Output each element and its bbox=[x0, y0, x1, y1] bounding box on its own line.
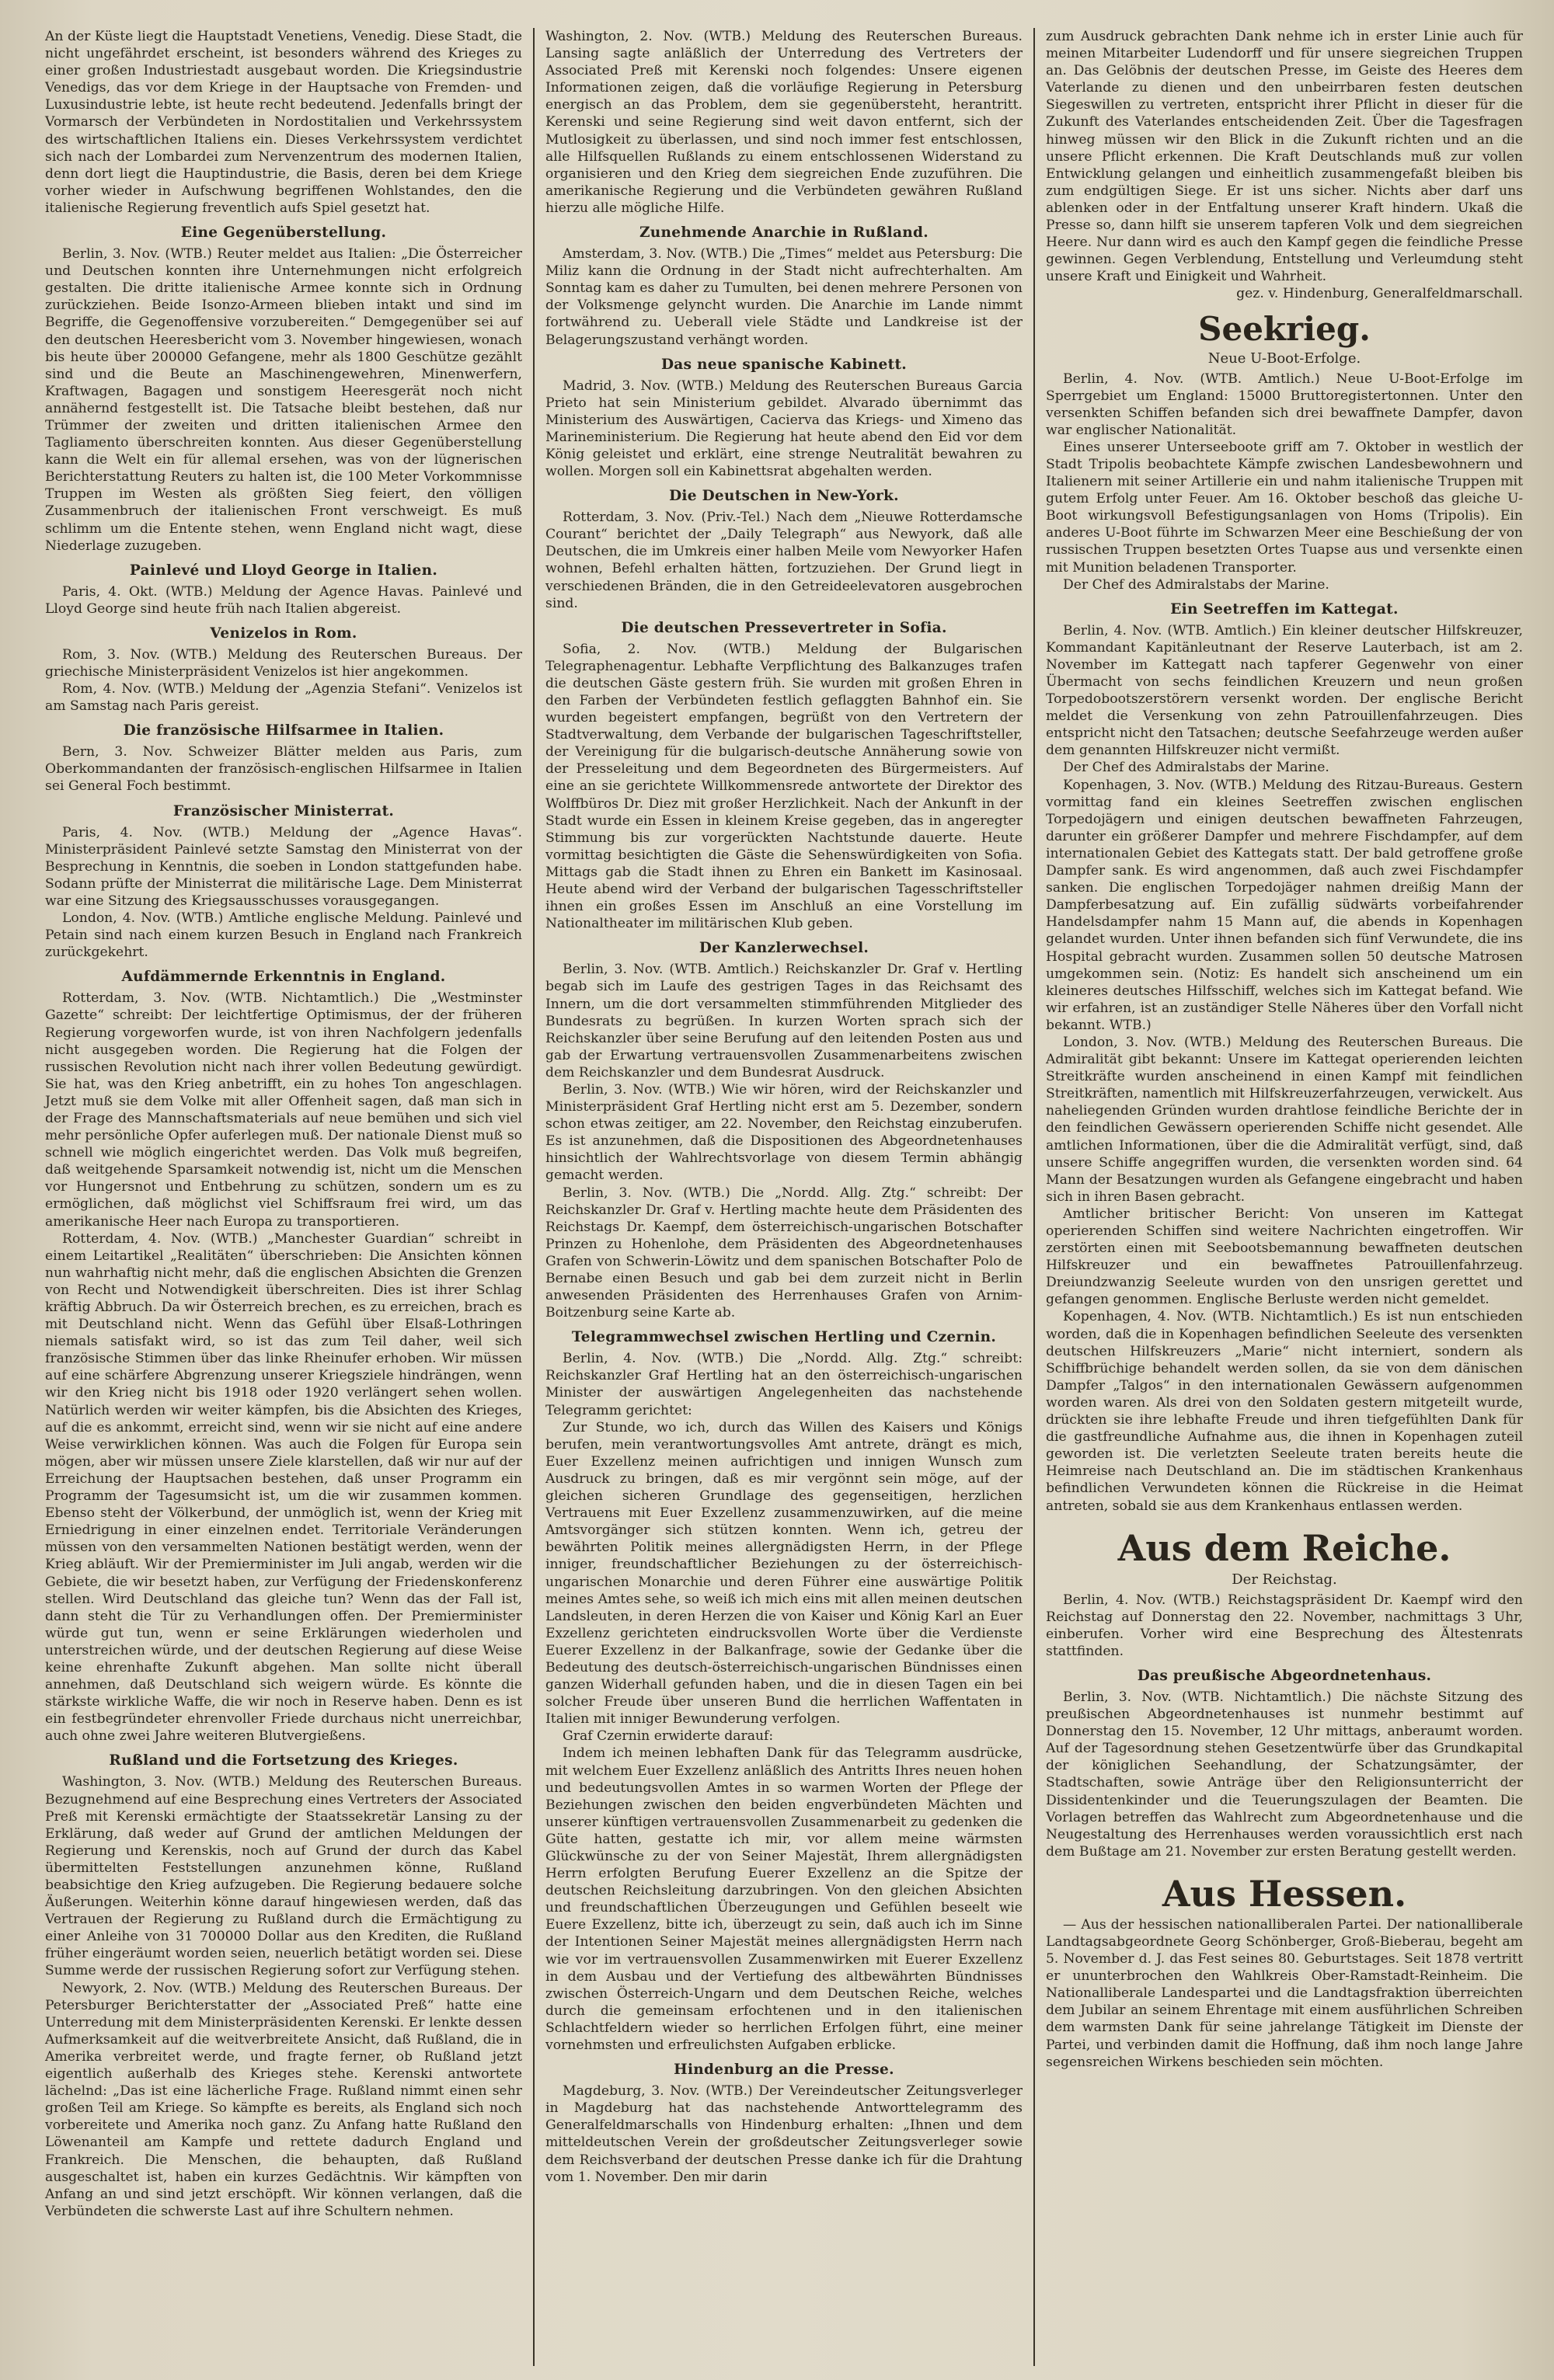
article-heading: Rußland und die Fortsetzung des Krieges. bbox=[109, 1752, 458, 1769]
article-paragraph: zum Ausdruck gebrachten Dank nehme ich in erster Linie auch für meinen Mitarbeiter Ludendorff und für unsere siegreichen Truppen an. Das Gelöbnis der deutschen Presse, im Geiste des Heeres dem Vaterlande zu dienen und den unbeirrbaren festen deutschen Siegeswillen zu vertreten, entspricht ihrer Pflicht in dieser für die Zukunft des Vaterlandes entscheidenden Zeit. Über die Tagesfragen hinweg müssen wir den Blick in die Zukunft richten und an die unsere Pflicht erkennen. Die Kraft Deutschlands muß zur vollen Entwicklung gelangen und einheitlich zusammengefaßt bleiben bis zum endgültigen Siege. Er ist uns sicher. Nichts aber darf uns ablenken oder in der Entfaltung unserer Kraft hindern. Ukaß die Presse so, dann hilft sie unserem tapferen Volk und dem siegreichen Heere. Nur dann wird es auch den Kampf gegen die feindliche Presse gewinnen. Gegen Verblendung, Entstellung und Verleumdung steht unsere Kraft und Einigkeit und Wahrheit. bbox=[1046, 29, 1523, 285]
article-paragraph: Berlin, 3. Nov. (WTB. Nichtamtlich.) Die nächste Sitzung des preußischen Abgeordnetenhauses ist nunmehr bestimmt auf Donnerstag den 15. November, 12 Uhr mittags, anberaumt worden. Auf der Tagesordnung stehen Gesetzentwürfe über das Grundkapital der königlichen Seehandlung, der Schatzungsämter, der Stadtschaften, sowie Anträge über den Religionsunterricht der Dissidentenkinder und die Teuerungszulagen der Beamten. Die Vorlagen betreffen das Wahlrecht zum Abgeordnetenhause und die Neugestaltung des Herrenhauses werden voraussichtlich erst nach dem Bußtage am 21. November zur ersten Beratung gestellt werden. bbox=[1046, 1689, 1523, 1860]
section-title: Aus Hessen. bbox=[1162, 1872, 1407, 1915]
article-paragraph: Berlin, 4. Nov. (WTB. Amtlich.) Neue U-Boot-Erfolge im Sperrgebiet um England: 15000 Bruttoregistertonnen. Unter den versenkten Schiffen befanden sich drei bewaffnete Dampfer, davon war englischer Nationalität. bbox=[1046, 371, 1523, 438]
article-paragraph: Rotterdam, 4. Nov. (WTB.) „Manchester Guardian“ schreibt in einem Leitartikel „Realitäten“ überschrieben: Die Ansichten können nun wahrhaftig nicht mehr, daß die englischen Absichten die Grenzen von Recht und Notwendigkeit überschreiten. Dies ist ihrer Schlag kräftig Abbruch. Da wir Österreich brechen, es zu erreichen, brach es mit Deutschland nicht. Wenn das Gefühl über Elsaß-Lothringen niemals satisfakt wird, so ist das zum Teil daher, weil sich französische Stimmen über das linke Rheinufer erhoben. Wir müssen auf eine schärfere Abgrenzung unserer Kriegsziele hindrängen, wenn wir den Krieg nicht bis 1918 oder 1920 verlängert sehen wollen. Natürlich werden wir weiter kämpfen, bis die Absichten des Krieges, auf die es ankommt, erreicht sind, wenn wir sie nicht auf eine andere Weise verwirklichen können. Was auch die Folgen für Europa sein mögen, aber wir müssen unsere Ziele klarstellen, daß wir nur auf der Erreichung der Hauptsachen bestehen, daß unser Programm ein Programm der Tagesumsicht ist, um die wir zusammen kommen. Ebenso steht der Völkerbund, der unmöglich ist, wenn der Krieg mit Erniedrigung in einer einzelnen endet. Territoriale Veränderungen müssen von den versammelten Nationen bestätigt werden, wenn der Krieg abläuft. Wir der Premierminister im Juli angab, werden wir die Gebiete, die wir besetzt haben, zur Verfügung der Friedenskonferenz stellen. Wird Deutschland das gleiche tun? Wenn das der Fall ist, dann steht die Tür zu Verhandlungen offen. Der Premierminister würde gut tun, wenn er seine Erklärungen wiederholen und unterstreichen würde, und der deutschen Regierung auf diese Weise keine ehrenhafte Zukunft abgehen. Man sollte nicht überall annehmen, daß Deutschland sich weigern würde. Es könnte die stärkste wirkliche Waffe, die wir noch in Reserve haben. Denn es ist ein festbegründeter ehrenvoller Friede durchaus nicht unerreichbar, auch ohne zwei Jahre weiteren Blutvergießens. bbox=[45, 1230, 522, 1745]
article-heading: Painlevé und Lloyd George in Italien. bbox=[129, 562, 438, 579]
article-paragraph: Berlin, 4. Nov. (WTB. Amtlich.) Ein kleiner deutscher Hilfskreuzer, Kommandant Kapitänleutnant der Reserve Lauterbach, ist am 2. November im Kattegatt nach tapferer Gegenwehr von einer Übermacht von sechs feindlichen Kreuzern und neun großen Torpedobootszerstörern versenkt worden. Der englische Bericht meldet die Versenkung von zehn Patrouillenfahrzeugen. Dies entspricht nicht den Tatsachen; deutsche Seefahrzeuge werden außer dem genannten Hilfskreuzer nicht vermißt. bbox=[1046, 622, 1523, 759]
article-heading: Aufdämmernde Erkenntnis in England. bbox=[121, 969, 446, 986]
article-paragraph: Sofia, 2. Nov. (WTB.) Meldung der Bulgarischen Telegraphenagentur. Lebhafte Verpflichtung des Balkanzuges trafen die deutschen Gäste gestern früh. Sie wurden mit großen Ehren in den Farben der Verbündeten festlich geflaggten Bahnhof ein. Sie wurden begeistert empfangen, begrüßt von den Vertretern der Stadtverwaltung, dem Verbande der bulgarischen Tageschriftsteller, der Vereinigung für die bulgarisch-deutsche Annäherung sowie von der Presseleitung und dem Begeordneten des Bürgermeisters. Auf eine an sie gerichtete Willkommensrede antwortete der Direktor des Wolffbüros Dr. Diez mit großer Herzlichkeit. Nach der Ankunft in der Stadt wurde ein Essen in kleinem Kreise gegeben, das in angeregter Stimmung bis zur vorgerückten Nachtstunde dauerte. Heute vormittag besichtigten die Gäste die Sehenswürdigkeiten von Sofia. Mittags gab die Stadt ihnen zu Ehren ein Bankett im Kasinosaal. Heute abend wird der Verband der bulgarischen Tagesschriftsteller ihnen ein großes Essen im Anschluß an eine Vorstellung im Nationaltheater im militärischen Klub geben. bbox=[545, 641, 1023, 932]
article-paragraph: Berlin, 3. Nov. (WTB.) Die „Nordd. Allg. Ztg.“ schreibt: Der Reichskanzler Dr. Graf v. Hertling machte heute dem Präsidenten des Reichstags Dr. Kaempf, dem österreichisch-ungarischen Botschafter Prinzen zu Hohenlohe, dem Präsidenten des Abgeordnetenhauses Grafen von Schwerin-Löwitz und dem spanischen Botschafter Polo de Bernabe einen Besuch und gab bei dem zurzeit nicht in Berlin anwesenden Präsidenten des Herrenhauses Grafen von Arnim-Boitzenburg seine Karte ab. bbox=[545, 1185, 1023, 1321]
article-paragraph: Amtlicher britischer Bericht: Von unseren im Kattegat operierenden Schiffen sind weitere Nachrichten eingetroffen. Wir zerstörten einen mit Seebootsbemannung bewaffneten deutschen Hilfskreuzer und ein bewaffnetes Patrouillenfahrzeug. Dreiundzwanzig Seeleute wurden von den unsrigen gerettet und gefangen genommen. Englische Berluste werden nicht gemeldet. bbox=[1046, 1206, 1523, 1308]
section-title: Aus dem Reiche. bbox=[1117, 1526, 1451, 1569]
article-heading: Der Kanzlerwechsel. bbox=[699, 940, 869, 957]
signature: gez. v. Hindenburg, Generalfeldmarschall. bbox=[1236, 286, 1523, 302]
article-paragraph: London, 3. Nov. (WTB.) Meldung des Reuterschen Bureaus. Die Admiralität gibt bekannt: Unsere im Kattegat operierenden leichten Streitkräfte wurden anscheinend in einen Kampf mit feindlichen Streitkräften, namentlich mit Hilfskreuzerfahrzeugen, verwickelt. Aus naheliegenden Gründen wurden drahtlose feindliche Berichte der in den feindlichen Gewässern operierenden Schiffe nicht gesendet. Alle amtlichen Informationen, über die die Admiralität verfügt, sind, daß unsere Schiffe angegriffen wurden, die versenkten worden sind. 64 Mann der Besatzungen wurden als Gefangene eingebracht und haben sich in ihren Basen gebracht. bbox=[1046, 1034, 1523, 1205]
article-paragraph: Rom, 3. Nov. (WTB.) Meldung des Reuterschen Bureaus. Der griechische Ministerpräsident Venizelos ist hier angekommen. bbox=[45, 646, 522, 680]
article-paragraph: Paris, 4. Okt. (WTB.) Meldung der Agence Havas. Painlevé und Lloyd George sind heute früh nach Italien abgereist. bbox=[45, 583, 522, 617]
article-paragraph: Kopenhagen, 4. Nov. (WTB. Nichtamtlich.) Es ist nun entschieden worden, daß die in Kopenhagen befindlichen Seeleute des versenkten deutschen Hilfskreuzers „Marie“ nicht interniert, sondern als Schiffbrüchige behandelt werden sollen, da sie von dem dänischen Dampfer „Talgos“ in den internationalen Gewässern aufgenommen worden waren. Als drei von den Soldaten gestern mitgeteilt wurde, drückten sie ihre lebhafte Freude und ihren tiefgefühlten Dank für die gastfreundliche Aufnahme aus, die ihnen in Kopenhagen zuteil geworden ist. Die verletzten Seeleute traten bereits heute die Heimreise nach Deutschland an. Die im städtischen Krankenhaus befindlichen Verwundeten können die Rückreise in die Heimat antreten, sobald sie aus dem Krankenhaus entlassen werden. bbox=[1046, 1309, 1523, 1514]
article-paragraph: Berlin, 4. Nov. (WTB.) Reichstagspräsident Dr. Kaempf wird den Reichstag auf Donnerstag den 22. November, nachmittags 3 Uhr, einberufen. Vorher wird eine Besprechung des Ältestenrats stattfinden. bbox=[1046, 1592, 1523, 1659]
article-paragraph: Kopenhagen, 3. Nov. (WTB.) Meldung des Ritzau-Bureaus. Gestern vormittag fand ein kleines Seetreffen zwischen englischen Torpedojägern und einigen deutschen bewaffneten Fahrzeugen, darunter ein größerer Dampfer und mehrere Fischdampfer, auf dem internationalen Gebiet des Kattegats statt. Der bald getroffene große Dampfer sank. Es wird angenommen, daß auch zwei Fischdampfer sanken. Die englischen Torpedojäger nahmen dreißig Mann der Dampferbesatzung auf. Ein zufällig südwärts vorbeifahrender Handelsdampfer nahm 15 Mann auf, die abends in Kopenhagen gelandet wurden. Unter ihnen befanden sich fünf Verwundete, die ins Hospital gebracht wurden. Zusammen sollen 50 deutsche Matrosen umgekommen sein. (Notiz: Es handelt sich anscheinend um ein kleineres deutsches Hilfsschiff, welches sich im Kattegat befand. Wie wir erfahren, ist an zuständiger Stelle Näheres über den Vorfall nicht bekannt. WTB.) bbox=[1046, 777, 1523, 1033]
article-paragraph: Washington, 3. Nov. (WTB.) Meldung des Reuterschen Bureaus. Bezugnehmend auf eine Besprechung eines Vertreters der Associated Preß mit Kerenski ermächtigte der Staatssekretär Lansing zu der Erklärung, daß weder auf Grund der amtlichen Meldungen der Regierung und Kerenskis, noch auf Grund der durch das Kabel übermittelten Feststellungen anzunehmen könne, Rußland beabsichtige den Krieg aufzugeben. Die Regierung bedauere solche Äußerungen. Weiterhin könne darauf hingewiesen werden, daß das Vertrauen der Regierung zu Rußland durch die Ermächtigung zu einer Anleihe von 31 700000 Dollar aus den Krediten, die Rußland früher eingeräumt worden seien, neuerlich betätigt worden sei. Diese Summe werde der russischen Regierung sofort zur Verfügung stehen. bbox=[45, 1774, 522, 1979]
article-paragraph: Magdeburg, 3. Nov. (WTB.) Der Vereindeutscher Zeitungsverleger in Magdeburg hat das nachstehende Antworttelegramm des Generalfeldmarschalls von Hindenburg erhalten: „Ihnen und dem mitteldeutschen Verein der großdeutscher Zeitungsverleger sowie dem Reichsverband der deutschen Presse danke ich für die Drahtung vom 1. November. Den mir darin bbox=[545, 2083, 1023, 2185]
sub-heading: Der Reichstag. bbox=[1232, 1571, 1337, 1588]
article-paragraph: Bern, 3. Nov. Schweizer Blätter melden aus Paris, zum Oberkommandanten der französisch-englischen Hilfsarmee in Italien sei General Foch bestimmt. bbox=[45, 744, 522, 795]
article-heading: Das neue spanische Kabinett. bbox=[660, 356, 908, 373]
article-heading: Zunehmende Anarchie in Rußland. bbox=[639, 224, 929, 242]
article-heading: Die französische Hilfsarmee in Italien. bbox=[123, 722, 444, 739]
article-heading: Hindenburg an die Presse. bbox=[674, 2062, 894, 2079]
article-paragraph: — Aus der hessischen nationalliberalen Partei. Der nationalliberale Landtagsabgeordnete Georg Schönberger, Groß-Bieberau, begeht am 5. November d. J. das Fest seines 80. Geburtstages. Seit 1878 vertritt er ununterbrochen den Wahlkreis Ober-Ramstadt-Reinheim. Die Nationalliberale Landespartei und die Landtagsfraktion überreichten dem Jubilar an seinem Ehrentage mit einem ausführlichen Schreiben dem warmsten Dank für seine jahrelange Tätigkeit im Dienste der Partei, und verbinden damit die Hoffnung, daß ihm noch lange Jahre segensreichen Wirkens beschieden sein möchten. bbox=[1046, 1916, 1523, 2070]
article-paragraph: Rom, 4. Nov. (WTB.) Meldung der „Agenzia Stefani“. Venizelos ist am Samstag nach Paris gereist. bbox=[45, 681, 522, 715]
article-heading: Französischer Ministerrat. bbox=[172, 802, 395, 819]
article-heading: Die deutschen Pressevertreter in Sofia. bbox=[621, 619, 947, 636]
article-paragraph: An der Küste liegt die Hauptstadt Venetiens, Venedig. Diese Stadt, die nicht ungefährdet erscheint, ist besonders während des Krieges zu einer großen Industriestadt ausgebaut worden. Die Kriegsindustrie Venedigs, das vor dem Kriege in der Hauptsache von Fremden- und Luxusindustrie lebte, ist heute recht bedeutend. Jedenfalls bringt der Vormarsch der Verbündeten in Nordostitalien und Verkehrssystem des wirtschaftlichen Italiens ein. Dieses Verkehrssystem verdichtet sich nach der Lombardei zum Nervenzentrum des modernen Italien, denn dort liegt die Hauptindustrie, die Basis, deren bei dem Kriege vorher wieder in Aufschwung begriffenen Wohlstandes, den die italienische Regierung freventlich aufs Spiel gesetzt hat. bbox=[45, 29, 522, 216]
article-paragraph: Der Chef des Admiralstabs der Marine. bbox=[1063, 576, 1329, 593]
article-paragraph: Rotterdam, 3. Nov. (Priv.-Tel.) Nach dem „Nieuwe Rotterdamsche Courant“ berichtet der „Daily Telegraph“ aus Newyork, daß alle Deutschen, die im Umkreis einer halben Meile vom Newyorker Hafen wohnen, Befehl erhalten hätten, fortzuziehen. Der Grund liegt in verschiedenen Bränden, die in den Getreideelevatoren ausgebrochen sind. bbox=[545, 510, 1023, 611]
article-paragraph: Zur Stunde, wo ich, durch das Willen des Kaisers und Königs berufen, mein verantwortungsvolles Amt antrete, drängt es mich, Euer Exzellenz meinen aufrichtigen und innigen Wunsch zum Ausdruck zu bringen, daß es mir vergönnt sein möge, auf der gleichen sicheren Grundlage des gegenseitigen, herzlichen Vertrauens mit Euer Exzellenz zusammenzuwirken, auf die meine Amtsvorgänger sich stützen konnten. Wenn ich, getreu der bewährten Politik meines allergnädigsten Herrn, in der Pflege inniger, freundschaftlicher Beziehungen zu der österreichisch-ungarischen Monarchie und deren Führer eine auswärtige Politik meines Amtes sehe, so weiß ich mich eins mit allen meinen deutschen Landsleuten, in deren Herzen die von Kaiser und König Karl an Euer Exzellenz gerichteten eindrucksvollen Worte über die Verdienste Euerer Exzellenz in der Balkanfrage, sowie der Gedanke über die Bedeutung des deutsch-österreichisch-ungarischen Bündnisses einen ganzen Widerhall gefunden haben, und die in diesen Tagen ein bei solcher Freude über unseren Bund die herrlichen Waffentaten in Italien mit inniger Bewunderung verfolgen. bbox=[545, 1419, 1023, 1728]
article-paragraph: Amsterdam, 3. Nov. (WTB.) Die „Times“ meldet aus Petersburg: Die Miliz kann die Ordnung in der Stadt nicht aufrechterhalten. Am Sonntag kam es daher zu Tumulten, bei denen mehrere Personen von der Volksmenge gelyncht wurden. Die Anarchie im Lande nimmt fortwährend zu. Ueberall viele Städte und Landkreise ist der Belagerungszustand verhängt worden. bbox=[545, 246, 1023, 348]
article-heading: Das preußische Abgeordnetenhaus. bbox=[1137, 1667, 1432, 1684]
sub-heading: Neue U-Boot-Erfolge. bbox=[1207, 350, 1361, 367]
article-paragraph: Eines unserer Unterseeboote griff am 7. Oktober in westlich der Stadt Tripolis beobachtete Kämpfe zwischen Landesbewohnern und Italienern mit seiner Artillerie ein und nahm italienische Truppen mit gutem Erfolg unter Feuer. Am 16. Oktober beschoß das gleiche U-Boot wirkungsvoll Befestigungsanlagen von Homs (Tripolis). Ein anderes U-Boot führte im Schwarzen Meer eine Beschießung der von russischen Truppen besetzten Ortes Tuapse aus und versenkte einen mit Munition beladenen Transporter. bbox=[1046, 439, 1523, 576]
article-paragraph: Berlin, 4. Nov. (WTB.) Die „Nordd. Allg. Ztg.“ schreibt: Reichskanzler Graf Hertling hat an den österreichisch-ungarischen Minister der auswärtigen Angelegenheiten das nachstehende Telegramm gerichtet: bbox=[545, 1351, 1023, 1418]
article-heading: Telegrammwechsel zwischen Hertling und Czernin. bbox=[571, 1329, 997, 1346]
article-paragraph: Der Chef des Admiralstabs der Marine. bbox=[1063, 760, 1329, 776]
article-paragraph: Indem ich meinen lebhaften Dank für das Telegramm ausdrücke, mit welchem Euer Exzellenz anläßlich des Antritts Ihres neuen hohen und bedeutungsvollen Amtes in so warmen Worten der Pflege der Beziehungen zwischen den beiden engverbündeten Mächten und unserer künftigen vertrauensvollen Zusammenarbeit zu gedenken die Güte hatten, gestatte ich mir, vor allem meine wärmsten Glückwünsche zu der von Seiner Majestät, Ihrem allergnädigsten Herrn erfolgten Berufung Euerer Exzellenz an die Spitze der deutschen Reichsleitung darzubringen. Von den gleichen Absichten und freundschaftlichen Überzeugungen und Gefühlen beseelt wie Euere Exzellenz, bitte ich, überzeugt zu sein, daß auch ich im Sinne der Intentionen Seiner Majestät meines allergnädigsten Herrn nach wie vor im vertrauensvollen Zusammenwirken mit Euerer Exzellenz in dem Ausbau und der Vertiefung des altbewährten Bündnisses zwischen Österreich-Ungarn und dem Deutschen Reiche, welches durch die gemeinsam erfochtenen und in den italienischen Schlachtfeldern wieder so herrlichen Erfolgen führt, eine meiner vornehmsten und erfreulichsten Aufgaben erblicke. bbox=[545, 1745, 1023, 2054]
article-paragraph: Berlin, 3. Nov. (WTB.) Reuter meldet aus Italien: „Die Österreicher und Deutschen konnten ihre Unternehmungen nicht erfolgreich gestalten. Die dritte italienische Armee konnte sich in Ordnung zurückziehen. Beide Isonzo-Armeen blieben intakt und sind im Begriffe, die Gegenoffensive vorzubereiten.“ Demgegenüber sei auf den deutschen Heeresbericht vom 3. November hingewiesen, wonach bis heute über 200000 Gefangene, mehr als 1800 Geschütze gezählt sind und die Beute an Maschinengewehren, Minenwerfern, Kraftwagen, Bagagen und sonstigem Heeresgerät noch nicht annähernd festgestellt ist. Die Tatsache bleibt bestehen, daß nur Trümmer der zweiten und dritten italienischen Armee den Tagliamento überschreiten konnten. Aus dieser Gegenüberstellung kann die Welt ein für allemal ersehen, was von der lügnerischen Berichterstattung Reuters zu halten ist, die 100 Meter Vorkommnisse Truppen im Westen als größten Sieg feiert, den völligen Zusammenbruch der italienischen Front verschweigt. Es muß schlimm um die Entente stehen, wenn England nicht wagt, diese Niederlage zuzugeben. bbox=[45, 246, 522, 554]
columns bbox=[34, 28, 1534, 2366]
article-paragraph: Newyork, 2. Nov. (WTB.) Meldung des Reuterschen Bureaus. Der Petersburger Berichterstatter der „Associated Preß“ hatte eine Unterredung mit dem Ministerpräsidenten Kerenski. Er lenkte dessen Aufmerksamkeit auf die weitverbreitete Ansicht, daß Rußland, die in Amerika verbreitet werde, und fragte ferner, ob Rußland jetzt eigentlich außerhalb des Krieges stehe. Kerenski antwortete lächelnd: „Das ist eine lächerliche Frage. Rußland nimmt einen sehr großen Teil am Kriege. So kämpfte es bereits, als England sich noch vorbereitete und Amerika noch ganz. Zu Anfang hatte Rußland den Löwenanteil am Kampfe und rettete dadurch England und Frankreich. Die Menschen, die behaupten, daß Rußland ausgeschaltet ist, haben ein kurzes Gedächtnis. Wir kämpften von Anfang an und sind jetzt erschöpft. Wir können verlangen, daß die Verbündeten die schwerste Last auf ihre Schultern nehmen. bbox=[45, 1980, 522, 2219]
section-title: Seekrieg. bbox=[1198, 309, 1371, 348]
article-paragraph: Berlin, 3. Nov. (WTB. Amtlich.) Reichskanzler Dr. Graf v. Hertling begab sich im Laufe des gestrigen Tages in das Reichsamt des Innern, um die dort versammelten stimmführenden Mitglieder des Bundesrats zu begrüßen. In kurzen Worten sprach sich der Reichskanzler über seine Berufung auf den leitenden Posten aus und gab der Erwartung vertrauensvollen Zusammenarbeitens zwischen dem Reichskanzler und dem Bundesrat Ausdruck. bbox=[545, 962, 1023, 1080]
article-paragraph: Graf Czernin erwiderte darauf: bbox=[563, 1728, 774, 1745]
article-paragraph: Madrid, 3. Nov. (WTB.) Meldung des Reuterschen Bureaus Garcia Prieto hat sein Ministerium gebildet. Alvarado übernimmt das Ministerium des Auswärtigen, Cacierva das Kriegs- und Ximeno das Marineministerium. Die Regierung hat heute abend den Eid vor dem König geleistet und erklärt, eine strenge Neutralität bewahren zu wollen. Morgen soll ein Kabinettsrat abgehalten werden. bbox=[545, 378, 1023, 480]
column-3 bbox=[1033, 28, 1534, 2366]
column-1 bbox=[34, 28, 533, 2366]
article-paragraph: Rotterdam, 3. Nov. (WTB. Nichtamtlich.) Die „Westminster Gazette“ schreibt: Der leichtfertige Optimismus, der der früheren Regierung vorgeworfen wurde, ist von ihren Nachfolgern jedenfalls nicht ausgegeben worden. Die Regierung hat die Folgen der russischen Revolution nicht nach ihrer vollen Bedeutung gewürdigt. Sie hat, was den Krieg anbetrifft, ein zu hohes Ton angeschlagen. Jetzt muß sie dem Volke mit aller Offenheit sagen, daß man sich in der Frage des Mannschaftsmaterials auf neue bemühen und sich viel mehr persönliche Opfer auferlegen muß. Der nationale Dienst muß so schnell wie möglich eingerichtet werden. Das Volk muß begreifen, daß weitgehende Sparsamkeit notwendig ist, nicht um die Menschen vor Hungersnot und Entbehrung zu schützen, sondern um es zu ermöglichen, daß möglichst viel Schiffsraum frei wird, um das amerikanische Heer nach Europa zu transportieren. bbox=[45, 990, 522, 1230]
article-paragraph: Paris, 4. Nov. (WTB.) Meldung der „Agence Havas“. Ministerpräsident Painlevé setzte Samstag den Ministerrat von der Besprechung in Kenntnis, die soeben in London stattgefunden habe. Sodann prüfte der Ministerrat die militärische Lage. Dem Ministerrat war eine Sitzung des Kriegsausschusses vorausgegangen. bbox=[45, 824, 522, 909]
column-2 bbox=[533, 28, 1033, 2366]
article-heading: Venizelos in Rom. bbox=[210, 625, 357, 642]
article-heading: Eine Gegenüberstellung. bbox=[180, 224, 387, 242]
article-paragraph: Berlin, 3. Nov. (WTB.) Wie wir hören, wird der Reichskanzler und Ministerpräsident Graf Hertling nicht erst am 5. Dezember, sondern schon etwas zeitiger, am 22. November, den Reichstag einzuberufen. Es ist anzunehmen, daß die Dispositionen des Abgeordnetenhauses hinsichtlich der Wahlrechtsvorlage von diesem Termin abhängig gemacht werden. bbox=[545, 1081, 1023, 1184]
article-heading: Die Deutschen in New-York. bbox=[669, 488, 899, 505]
article-paragraph: London, 4. Nov. (WTB.) Amtliche englische Meldung. Painlevé und Petain sind nach einem kurzen Besuch in England nach Frankreich zurückgekehrt. bbox=[45, 910, 522, 961]
article-heading: Ein Seetreffen im Kattegat. bbox=[1170, 600, 1399, 618]
article-paragraph: Washington, 2. Nov. (WTB.) Meldung des Reuterschen Bureaus. Lansing sagte anläßlich der Unterredung des Vertreters der Associated Preß mit Kerenski noch folgendes: Unsere eigenen Informationen zeigen, daß die vorläufige Regierung in Petersburg energisch an das Problem, dem sie gegenübersteht, herantritt. Kerenski und seine Regierung sind weit davon entfernt, sich der Mutlosigkeit zu überlassen, und sind noch immer fest entschlossen, alle Hilfsquellen Rußlands zu einem entschlossenen Widerstand zu organisieren und den Krieg dem siegreichen Ende zuzuführen. Die amerikanische Regierung und die Verbündeten gewähren Rußland hierzu alle mögliche Hilfe. bbox=[545, 29, 1023, 216]
